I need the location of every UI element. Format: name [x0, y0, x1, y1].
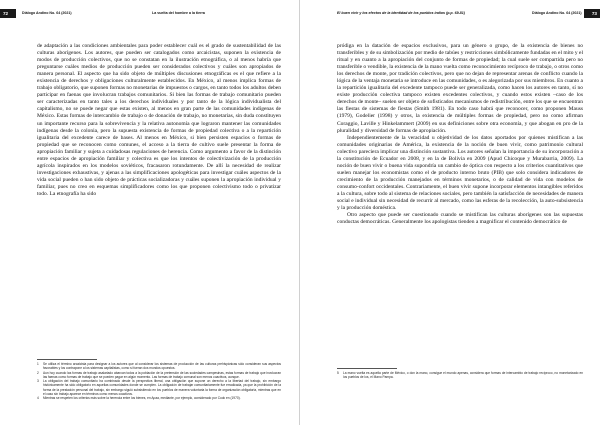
- left-footnote-rule: [37, 359, 97, 360]
- left-section-title: La vuelta del hombre a la tierra: [152, 11, 205, 15]
- footnote-text: Se utiliza el término arcaicista para designar a los autores que al considerar los sistemas de producción de las culturas prehispánicas sólo consideran sus aspectos favorables y los contrapone a los sistemas capitalistas, como si fueran dos mundos opuestos.: [43, 362, 281, 371]
- right-page-number: 73: [584, 9, 600, 18]
- footnote-text: La obligación del trabajo comunitario ha combinado desde la perspectiva liberal, una obligación que supone un derecho a la libertad del trabajo, sin embargo históricamente ha sido obligatorio en aquellas comunidades donde se cumplen. La obligación de trabajar comunitariamente fue erradicada, ya que la prohibición de la forma de la prestación personal del trabajo, sin embargo siguió subsistiendo en los pueblos de manera voluntaria la forma de organización obligatoria, mientras que en el caso sin trabajo aparece en términos como menos coactivos.: [43, 379, 281, 397]
- footnote-text: La mano vuelta es aquella parte de México, o don la mano, consigue el mundo apenas, considera que formas de intercambio de trabajo recíproco, no monetarizado en los pueblos de los, el Mano Pampa.: [343, 371, 583, 380]
- footnote: [37, 379, 281, 396]
- right-footnotes: [337, 371, 583, 380]
- footnote-number: 5: [337, 371, 339, 375]
- left-footnotes: [37, 362, 281, 401]
- left-page-header: [0, 9, 300, 19]
- footnote: [37, 362, 281, 371]
- left-paragraph: de adaptación a las condiciones ambientales para poder establecer cuál es el grado de sustentabilidad de las culturas aborígenes. Los autores, que pueden ser catalogados como arcaicistas, suponen la existencia de modos de producción colectivos, que no se constatan en la ilustración etnográfica, o al menos habría que preguntarse cuáles medios de producción pueden ser considerados colectivos y cuáles son apropiados de manera personal. El aspecto que ha sido objeto de múltiples discusiones etnográficas es el que refiere a la existencia de derechos y obligaciones culturalmente establecidos. En México, al menos implica formas de trabajo obligatorio, que suponen formas no monetarias de impuestos o cargos, en tanto todos los adultos deben participar en faenas que involucran trabajos comunitarios. Si bien las formas de trabajo comunitario pueden ser caracterizadas en tanto tales a los derechos individuales y por tanto de la lógica individualista del capitalismo, no se puede negar que estas existen, al menos en gran parte de las comunidades indígenas de México. Estas formas de intercambio de trabajo o de donación de trabajo, no monetarias, sin duda constituyen un importante recurso para la sobrevivencia y la relativa autonomía que lograron mantener las comunidades indígenas desde la colonia, pero la supuesta existencia de formas de propiedad colectiva o a la repartición igualitaria del excedente carece de bases. Al menos en México, si bien persisten espacios o formas de propiedad que se reconocen como comunes, el acceso a la tierra de cultivo suele presentar la forma de apropiación familiar y sujeta a cuidadosas regulaciones de herencia. Como argumento a favor de la distinción entre espacios de apropiación familiar y colectiva es que los intentos de colectivización de la producción agrícola inspirados en los modelos soviéticos, fracasaron rotundamente. De allí la necesidad de realizar investigaciones exhaustivas, y ajenas a las simplificaciones apologéticas para investigar cuáles aspectos de la vida social pueden o han sido objeto de prácticas socializadoras y cuáles suponen la apropiación individual y familiar, pues no creo en esquemas simplificadores como los que proponen colectivismo todo o privatizar todo. La etnografía ha sido: [37, 43, 281, 197]
- footnote-number: 3: [37, 379, 39, 384]
- footnote-number: 2: [37, 370, 39, 375]
- right-paragraph: Independientemente de la veracidad u objetividad de los datos aportados por quienes mistifican a las comunidades originarias de América, la existencia de la noción de buen vivir, como patrimonio cultural colectivo pareciera implicar una distinción sustantiva. Los autores señalan la importancia de su incorporación a la constitución de Ecuador en 2008, y en la de Bolivia en 2009 (Apud Chicoque y Murabarria, 2009). La noción de buen vivir o buena vida supondría un cambio de óptica con respecto a los criterios cuantitativos que suelen manejar los economistas como el de producto interno bruto (PIB) que solo considera indicadores de crecimiento de la producción manejados en términos monetarios, o de calidad de vida con modelos de consumo-confort occidentales. Contrariamente, el buen vivir supone incorporar elementos intangibles referidos a la cultura, sobre todo al sistema de relaciones sociales, pero también la satisfacción de necesidades de manera social e individual sin necesidad de recurrir al mercado, como las esferas de la recolección, la auto-subsistencia y la producción doméstica.: [337, 134, 583, 212]
- left-journal-title: Diálogo Andino No. 64 (2021): [22, 11, 72, 15]
- right-page-header: [300, 9, 600, 19]
- right-page: [300, 0, 600, 425]
- footnote-number: 4: [37, 396, 39, 401]
- left-body-text: [37, 43, 281, 198]
- right-paragraph: pródiga en la datación de espacios exclusivos, para un género o grupo, de la existencia de bienes no transferibles y de su simbolización por medio de tabúes y restricciones simbólicamente fundadas en el mito y el ritual y en cuanto a la apropiación del conjunto de formas de propiedad; la cual suele ser compartida pero no transferible o vendible, la existencia de la mano vuelta como reconocimiento recíproco de trabajo, o otros como los derechos de monte, por tradición colectivos, pero que no dejan de representar arenas de conflicto cuando la lógica de la ventaja monetaria se introduce en las comunidades, o es alegorizada por sus miembros. En cuanto a la repartición igualitaria del excedente tampoco puede ser generalizada, como hacen los autores en tanto, sí no existe producción colectiva tampoco existen excedentes colectivos, y cuando estos existen –caso de los derechos de monte– suelen ser objeto de sofisticados mecanismos de redistribución, entre los que se encuentran las fiestas de sistemas de fiestas (Smith 1981). En todo caso habrá que reconocer, como proponen Mauss (1979), Godelier (1998) y otros, la existencia de múltiples formas de propiedad, pero no como afirman Coraggio, Laville y Hinkelammert (2009) en sus definiciones sobre otra economía, y que abogan en pro de la pluralidad y diversidad de formas de apropiación.: [337, 43, 583, 134]
- footnote: [37, 371, 281, 380]
- right-paragraph: Otro aspecto que puede ser cuestionado cuando se mistifican las culturas aborígenes son las supuestas conductas democráticas. Generalmente los apologistas tienden a magnificar el contenido democrático de: [337, 212, 583, 226]
- right-body-text: [337, 43, 583, 226]
- right-footnote-rule: [337, 368, 397, 369]
- footnote-number: 1: [37, 362, 39, 366]
- footnote: [37, 396, 281, 400]
- right-running-title: El buen vivir y los efectos de la identidad de los pueblos indios (p.p. 69-81): [337, 11, 466, 15]
- footnote: [337, 371, 583, 380]
- right-journal-title: Diálogo Andino No. 64 (2021): [532, 11, 582, 15]
- footnote-text: Mientras se respeten los criterios más sobre la herencia entre los bienes, en Apaa, mediante, por ejemplo, considerado por Cook en (1970).: [43, 396, 241, 401]
- left-page-number: 72: [0, 9, 16, 18]
- footnote-text: Aun hoy cuando las formas de trabajo asalariado abarcan todos a la población de la pretensión de las sociedades campesinas, estas formas de trabajo que involucran las faenas como formas de trabajo que se pueden pagar en algún momento. Las formas de trabajo comunal son menos coactivos, aunque.: [43, 370, 281, 379]
